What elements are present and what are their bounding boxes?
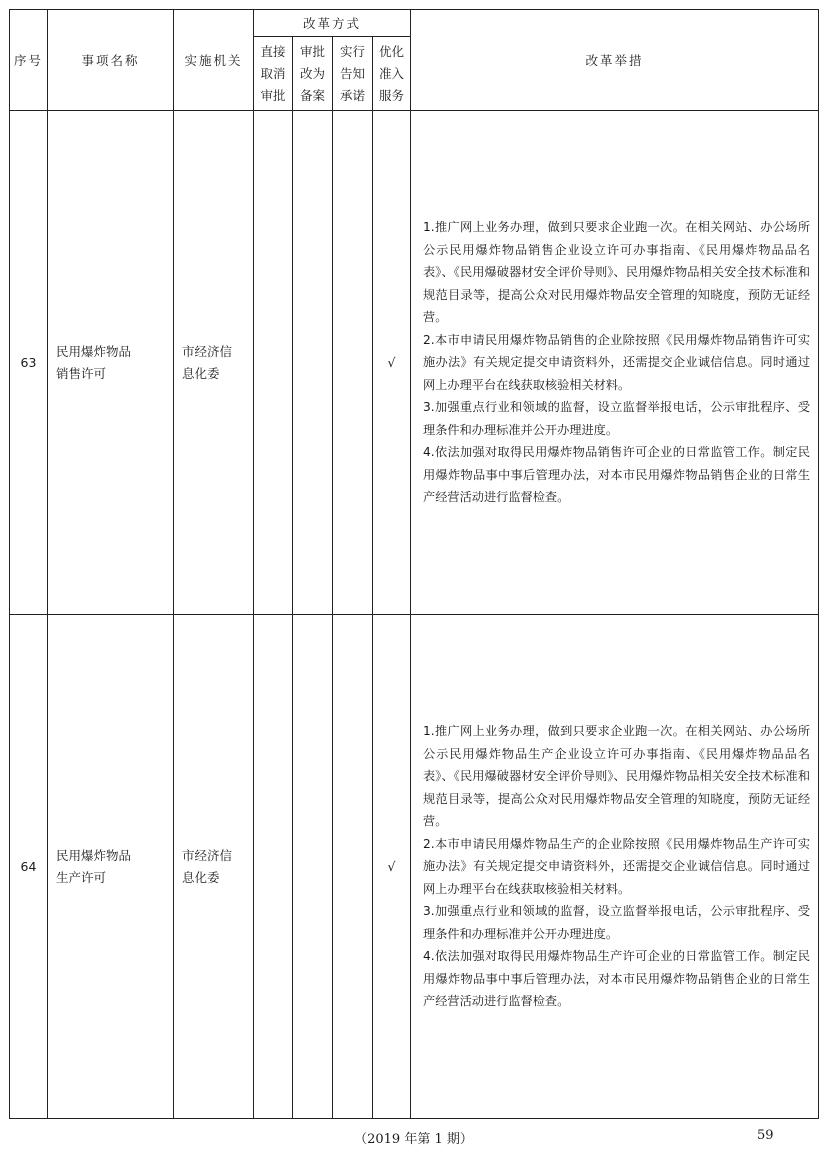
row-item-name: 民用爆炸物品 生产许可 xyxy=(48,615,174,1119)
row-measures xyxy=(411,615,819,1119)
measure-item: 3.加强重点行业和领域的监督，设立监督举报电话，公示审批程序、受理条件和办理标准并公开办理进度。 xyxy=(423,904,811,941)
row-seq: 63 xyxy=(10,111,48,615)
header-reform-method: 改革方式 xyxy=(254,10,411,37)
table-row xyxy=(10,111,819,615)
header-measures: 改革举措 xyxy=(411,10,819,111)
row-seq: 64 xyxy=(10,615,48,1119)
header-optimize-access: 优化 准入 服务 xyxy=(373,37,411,111)
table-row xyxy=(10,615,819,1119)
row-direct-cancel xyxy=(254,111,293,615)
measure-item: 3.加强重点行业和领域的监督，设立监督举报电话，公示审批程序、受理条件和办理标准并公开办理进度。 xyxy=(423,400,811,437)
row-measures xyxy=(411,111,819,615)
measure-item: 2.本市申请民用爆炸物品销售的企业除按照《民用爆炸物品销售许可实施办法》有关规定提交申请资料外，还需提交企业诚信信息。同时通过网上办理平台在线获取核验相关材料。 xyxy=(423,332,811,392)
row-to-filing xyxy=(293,111,333,615)
header-agency: 实施机关 xyxy=(174,10,254,111)
measure-item: 1.推广网上业务办理，做到只要求企业跑一次。在相关网站、办公场所公示民用爆炸物品生产企业设立许可办事指南、《民用爆炸物品品名表》、《民用爆破器材安全评价导则》、民用爆炸物品相关安全技术标准和规范目录等，提高公众对民用爆炸物品安全管理的知晓度，预防无证经营。 xyxy=(423,724,811,829)
header-notice-commit: 实行 告知 承诺 xyxy=(333,37,373,111)
row-optimize-access-check: √ xyxy=(373,111,411,615)
reform-table xyxy=(9,9,819,1119)
measure-item: 4.依法加强对取得民用爆炸物品销售许可企业的日常监管工作。制定民用爆炸物品事中事后管理办法，对本市民用爆炸物品销售企业的日常生产经营活动进行监督检查。 xyxy=(423,445,811,505)
measure-item: 4.依法加强对取得民用爆炸物品生产许可企业的日常监管工作。制定民用爆炸物品事中事后管理办法，对本市民用爆炸物品销售企业的日常生产经营活动进行监督检查。 xyxy=(423,949,811,1009)
measure-item: 2.本市申请民用爆炸物品生产的企业除按照《民用爆炸物品生产许可实施办法》有关规定提交申请资料外，还需提交企业诚信信息。同时通过网上办理平台在线获取核验相关材料。 xyxy=(423,836,811,896)
header-seq: 序号 xyxy=(10,10,48,111)
row-agency: 市经济信 息化委 xyxy=(174,615,254,1119)
row-notice-commit xyxy=(333,111,373,615)
issue-label: （2019 年第 1 期） xyxy=(354,1132,473,1147)
row-item-name: 民用爆炸物品 销售许可 xyxy=(48,111,174,615)
row-direct-cancel xyxy=(254,615,293,1119)
row-to-filing xyxy=(293,615,333,1119)
header-direct-cancel: 直接 取消 审批 xyxy=(254,37,293,111)
measure-item: 1.推广网上业务办理，做到只要求企业跑一次。在相关网站、办公场所公示民用爆炸物品销售企业设立许可办事指南、《民用爆炸物品品名表》、《民用爆破器材安全评价导则》、民用爆炸物品相关安全技术标准和规范目录等，提高公众对民用爆炸物品安全管理的知晓度，预防无证经营。 xyxy=(423,220,811,325)
header-item-name: 事项名称 xyxy=(48,10,174,111)
row-notice-commit xyxy=(333,615,373,1119)
row-agency: 市经济信 息化委 xyxy=(174,111,254,615)
page-number: 59 xyxy=(757,1128,774,1143)
row-optimize-access-check: √ xyxy=(373,615,411,1119)
header-to-filing: 审批 改为 备案 xyxy=(293,37,333,111)
